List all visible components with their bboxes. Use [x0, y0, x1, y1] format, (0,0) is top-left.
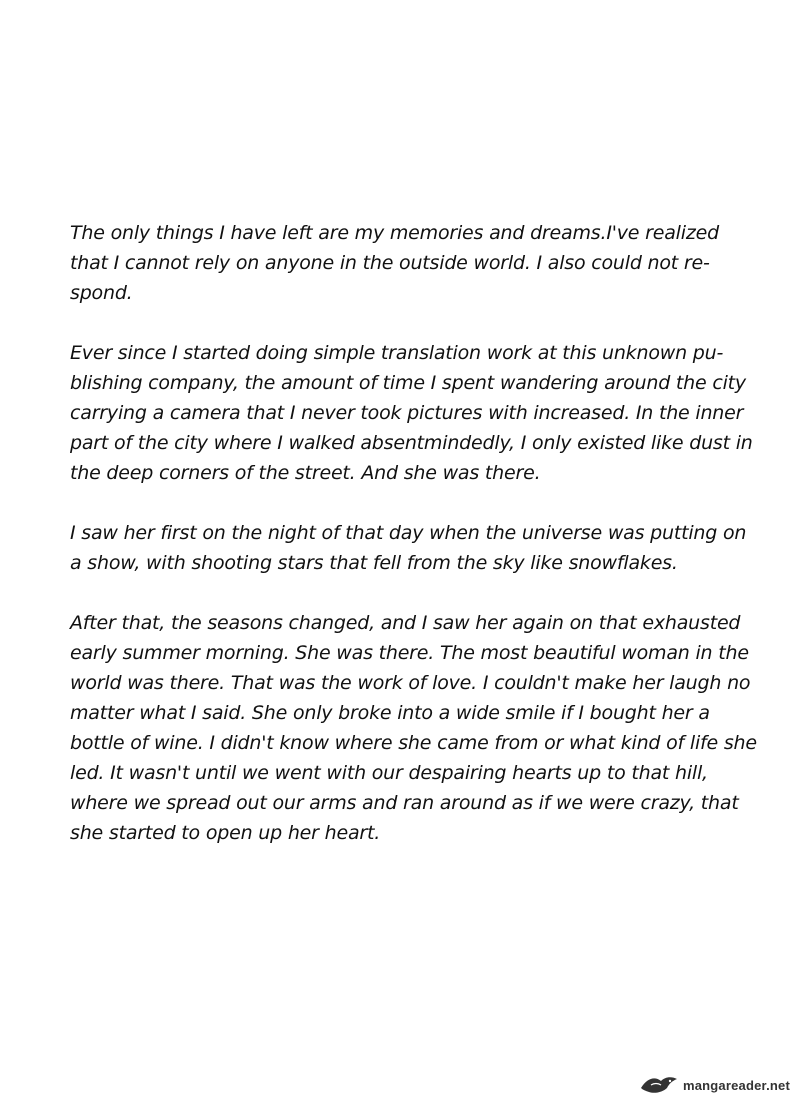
text-line: The only things I have left are my memories and dreams.I've realized — [70, 222, 719, 244]
text-line: where we spread out our arms and ran around as if we were crazy, that — [70, 792, 739, 814]
text-line: matter what I said. She only broke into a wide smile if I bought her a — [70, 702, 710, 724]
text-line: After that, the seasons changed, and I saw her again on that exhausted — [70, 612, 741, 634]
text-line: early summer morning. She was there. The most beautiful woman in the — [70, 642, 749, 664]
text-line: a show, with shooting stars that fell from the sky like snowflakes. — [70, 552, 678, 574]
text-line: I saw her first on the night of that day when the universe was putting on — [70, 522, 747, 544]
text-line: carrying a camera that I never took pictures with increased. In the inner — [70, 402, 744, 424]
watermark — [639, 1072, 790, 1098]
text-line: Ever since I started doing simple translation work at this unknown pu- — [70, 342, 724, 364]
paragraph-3 — [70, 518, 747, 578]
text-line: led. It wasn't until we went with our despairing hearts up to that hill, — [70, 762, 708, 784]
text-line: blishing company, the amount of time I spent wandering around the city — [70, 372, 746, 394]
story-text-block — [70, 218, 757, 878]
text-line: she started to open up her heart. — [70, 822, 381, 844]
watermark-text: mangareader.net — [682, 1077, 790, 1093]
text-line: the deep corners of the street. And she was there. — [70, 462, 541, 484]
text-line: part of the city where I walked absentmindedly, I only existed like dust in — [70, 432, 753, 454]
text-line: world was there. That was the work of love. I couldn't make her laugh no — [70, 672, 751, 694]
paragraph-1 — [70, 218, 732, 308]
text-line: spond. — [70, 282, 133, 304]
paragraph-2 — [70, 338, 753, 488]
paragraph-4 — [70, 608, 757, 848]
text-line: bottle of wine. I didn't know where she came from or what kind of life she — [70, 732, 757, 754]
bird-logo-icon — [639, 1072, 679, 1098]
text-line: that I cannot rely on anyone in the outside world. I also could not re- — [70, 252, 710, 274]
